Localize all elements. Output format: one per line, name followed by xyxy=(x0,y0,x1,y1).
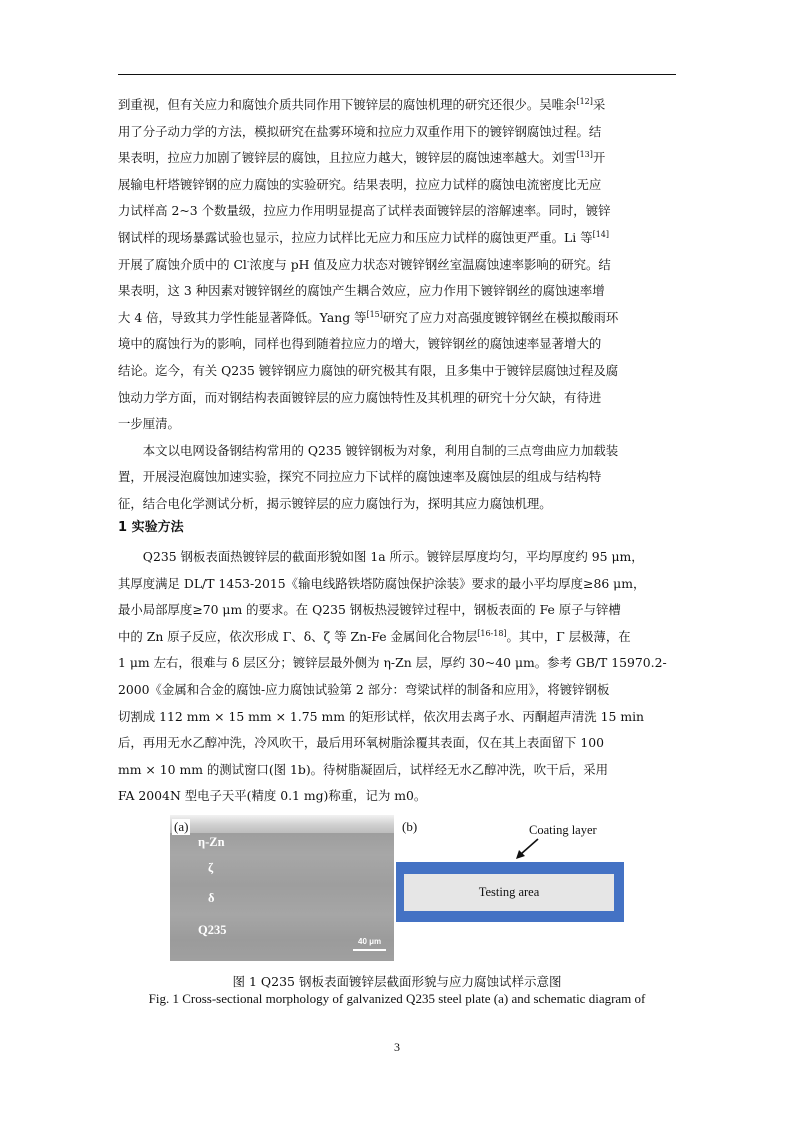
p1-line: 力试样高 2~3 个数量级，拉应力作用明显提高了试样表面镀锌层的溶解速率。同时，镀锌 xyxy=(118,203,611,219)
p3-line: FA 2004N 型电子天平(精度 0.1 mg)称重，记为 m0。 xyxy=(118,788,427,804)
panel-b-label: (b) xyxy=(402,819,418,834)
p1-line: 结论。迄今，有关 Q235 镀锌钢应力腐蚀的研究极其有限，且多集中于镀锌层腐蚀过程及腐 xyxy=(118,362,619,378)
layer-label-zeta: ζ xyxy=(208,861,214,875)
arrow-icon xyxy=(512,836,542,862)
p3-line: 最小局部厚度≥70 μm 的要求。在 Q235 钢板热浸镀锌过程中，钢板表面的 Fe 原子与锌槽 xyxy=(118,602,621,618)
p3-line: 1 μm 左右，很难与 δ 层区分；镀锌层最外侧为 η-Zn 层，厚约 30~40 μm。参考 GB/T 15970.2- xyxy=(118,655,667,671)
p3-line: 2000《金属和合金的腐蚀-应力腐蚀试验第 2 部分：弯梁试样的制备和应用》，将镀锌钢板 xyxy=(118,681,610,697)
scale-bar-label: 40 μm xyxy=(358,937,382,946)
p1-line: 果表明，拉应力加剧了镀锌层的腐蚀，且拉应力越大，镀锌层的腐蚀速率越大。刘雪[13]开 xyxy=(118,150,606,166)
scale-bar xyxy=(353,949,386,951)
p3-line: 后，再用无水乙醇冲洗，冷风吹干，最后用环氧树脂涂覆其表面，仅在其上表面留下 100 xyxy=(118,735,605,751)
p1-line: 蚀动力学方面，而对钢结构表面镀锌层的应力腐蚀特性及其机理的研究十分欠缺，有待进 xyxy=(118,389,602,405)
panel-a-label: (a) xyxy=(174,819,189,834)
coating-layer-label: Coating layer xyxy=(529,823,597,837)
testing-area xyxy=(404,874,614,911)
page-number: 3 xyxy=(394,1040,400,1054)
p3-line: Q235 钢板表面热镀锌层的截面形貌如图 1a 所示。镀锌层厚度均匀，平均厚度约 95 μm， xyxy=(142,549,644,564)
p1-line: 开展了腐蚀介质中的 Cl-浓度与 pH 值及应力状态对镀锌钢丝室温腐蚀速率影响的研究。结 xyxy=(118,256,611,272)
paragraph-1 xyxy=(118,92,678,518)
micrograph-surface xyxy=(170,815,394,833)
p2-line: 本文以电网设备钢结构常用的 Q235 镀锌钢板为对象，利用自制的三点弯曲应力加载装 xyxy=(142,442,619,458)
layer-label-q235: Q235 xyxy=(198,923,227,937)
layer-label-delta: δ xyxy=(208,891,215,905)
micrograph-panel xyxy=(170,815,394,961)
p3-line: mm × 10 mm 的测试窗口(图 1b)。待树脂凝固后，试样经无水乙醇冲洗，吹干后，采用 xyxy=(118,761,609,777)
header-rule xyxy=(118,74,676,75)
p1-line: 用了分子动力学的方法，模拟研究在盐雾环境和拉应力双重作用下的镀锌钢腐蚀过程。结 xyxy=(118,123,602,139)
p1-line: 展输电杆塔镀锌钢的应力腐蚀的实验研究。结果表明，拉应力试样的腐蚀电流密度比无应 xyxy=(118,176,602,192)
figure-caption-en: Fig. 1 Cross-sectional morphology of galvanized Q235 steel plate (a) and schematic diagram of xyxy=(148,991,646,1006)
p3-line: 中的 Zn 原子反应，依次形成 Γ、δ、ζ 等 Zn-Fe 金属间化合物层[16-18]。其中，Γ 层极薄，在 xyxy=(118,628,631,644)
p2-line: 征，结合电化学测试分析，揭示镀锌层的应力腐蚀行为，探明其应力腐蚀机理。 xyxy=(118,495,552,511)
paragraph-3 xyxy=(118,544,678,810)
p1-line: 大 4 倍，导致其力学性能显著降低。Yang 等[15]研究了应力对高强度镀锌钢丝在模拟酸雨环 xyxy=(118,309,619,325)
p3-line: 切割成 112 mm × 15 mm × 1.75 mm 的矩形试样，依次用去离子水、丙酮超声清洗 15 min xyxy=(118,708,645,724)
testing-area-label: Testing area xyxy=(478,885,540,899)
p3-line: 其厚度满足 DL/T 1453-2015《输电线路铁塔防腐蚀保护涂装》要求的最小平均厚度≥86 μm， xyxy=(118,575,646,591)
figure-caption-cn: 图 1 Q235 钢板表面镀锌层截面形貌与应力腐蚀试样示意图 xyxy=(232,974,562,989)
p1-line: 到重视，但有关应力和腐蚀介质共同作用下镀锌层的腐蚀机理的研究还很少。吴唯余[12]采 xyxy=(118,96,606,112)
specimen-schematic xyxy=(396,862,624,922)
p1-line: 果表明，这 3 种因素对镀锌钢丝的腐蚀产生耦合效应，应力作用下镀锌钢丝的腐蚀速率增 xyxy=(118,283,605,299)
section-heading: 1 实验方法 xyxy=(118,520,184,535)
p1-line: 境中的腐蚀行为的影响，同样也得到随着拉应力的增大，镀锌钢丝的腐蚀速率显著增大的 xyxy=(118,336,602,352)
p2-line: 置，开展浸泡腐蚀加速实验，探究不同拉应力下试样的腐蚀速率及腐蚀层的组成与结构特 xyxy=(118,469,602,485)
p1-line: 一步厘清。 xyxy=(118,416,180,432)
p1-line: 钢试样的现场暴露试验也显示，拉应力试样比无应力和压应力试样的腐蚀更严重。Li 等[14] xyxy=(118,229,610,245)
layer-label-eta: η-Zn xyxy=(198,835,225,849)
